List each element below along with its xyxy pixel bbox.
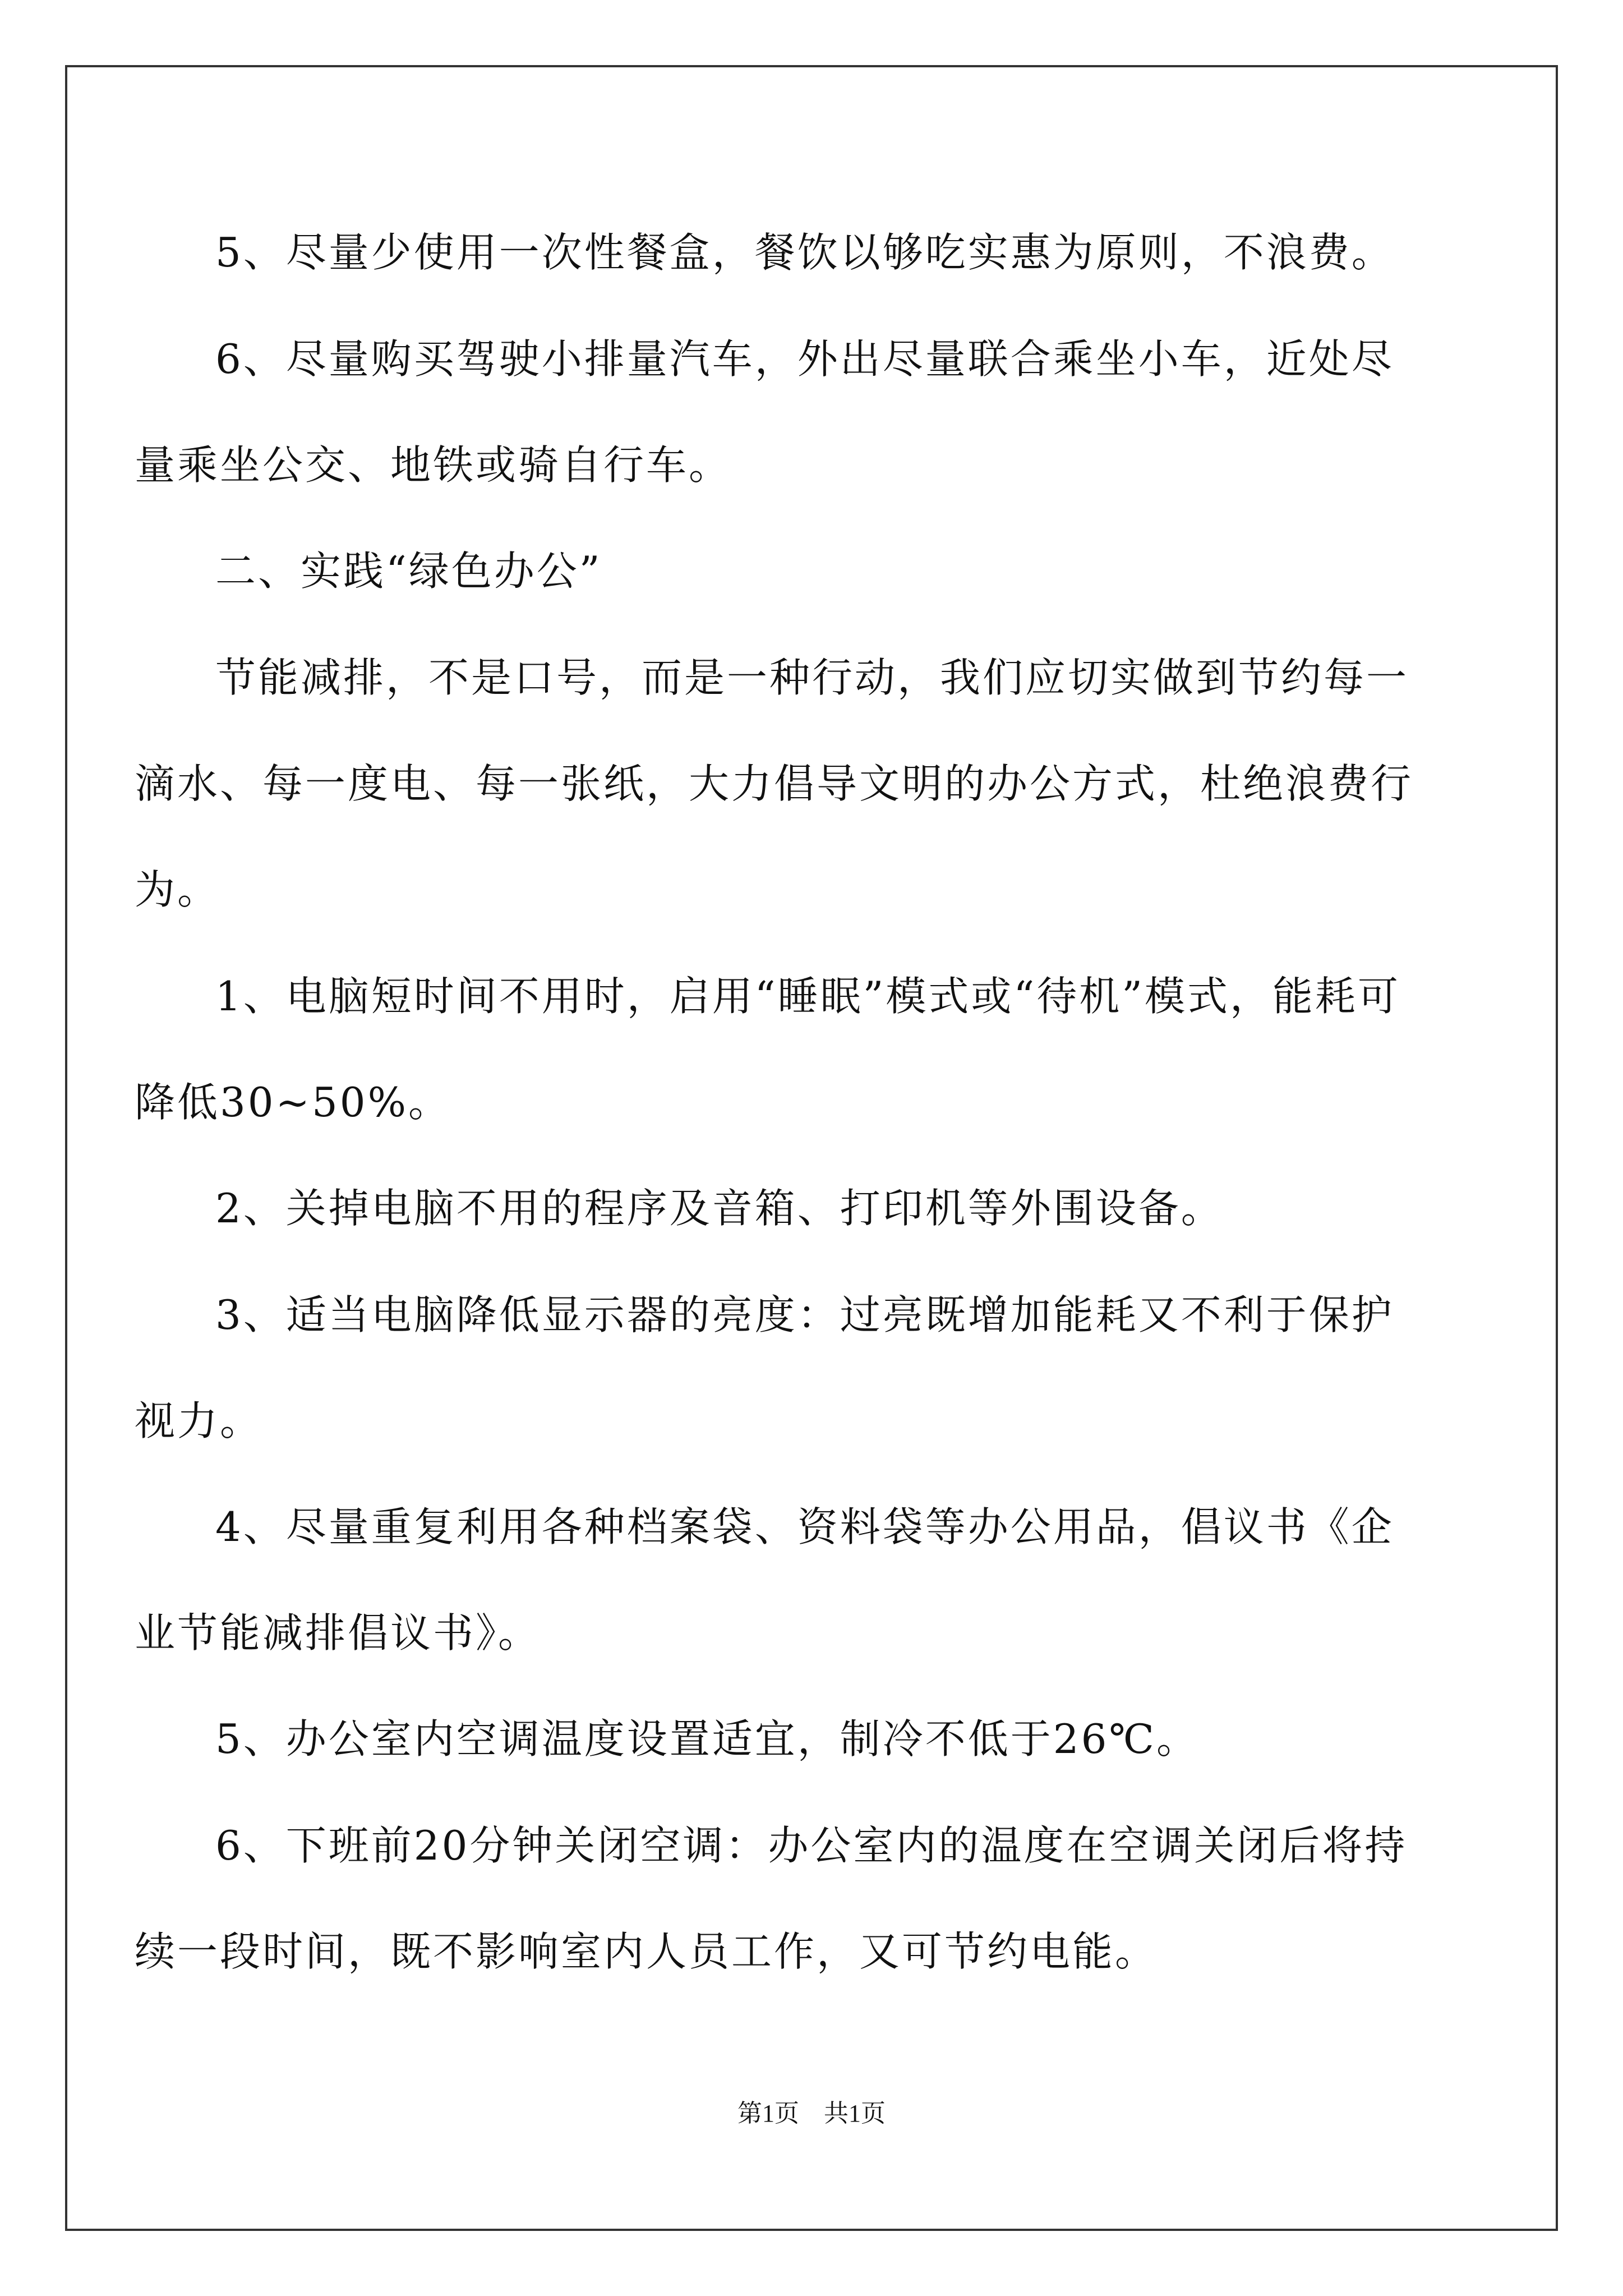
section-heading-green-office: 二、实践“绿色办公” <box>215 547 602 595</box>
paragraph-item-3-brightness: 3、适当电脑降低显示器的亮度：过亮既增加能耗又不利于保护视力。 <box>135 1291 1394 1444</box>
page-footer: 第1页 共1页 <box>737 2100 886 2127</box>
paragraph-item-5-air-conditioning: 5、办公室内空调温度设置适宜，制冷不低于26℃。 <box>215 1715 1199 1763</box>
paragraph-item-2-peripherals: 2、关掉电脑不用的程序及音箱、打印机等外围设备。 <box>215 1185 1224 1232</box>
paragraph-item-4-reuse: 4、尽量重复利用各种档案袋、资料袋等办公用品，倡议书《企业节能减排倡议书》。 <box>135 1503 1394 1657</box>
paragraph-item-1-computer-sleep: 1、电脑短时间不用时，启用“睡眠”模式或“待机”模式，能耗可降低30~50%。 <box>135 973 1401 1126</box>
paragraph-item-5-disposable-boxes: 5、尽量少使用一次性餐盒，餐饮以够吃实惠为原则，不浪费。 <box>215 229 1394 276</box>
paragraph-item-6-turn-off-ac: 6、下班前20分钟关闭空调：办公室内的温度在空调关闭后将持续一段时间，既不影响室内人员工作，又可节约电能。 <box>135 1822 1408 1975</box>
paragraph-intro-energy-saving: 节能减排，不是口号，而是一种行动，我们应切实做到节约每一滴水、每一度电、每一张纸，大力倡导文明的办公方式，杜绝浪费行为。 <box>135 654 1414 913</box>
paragraph-item-6-small-car: 6、尽量购买驾驶小排量汽车，外出尽量联合乘坐小车，近处尽量乘坐公交、地铁或骑自行车。 <box>135 335 1394 489</box>
